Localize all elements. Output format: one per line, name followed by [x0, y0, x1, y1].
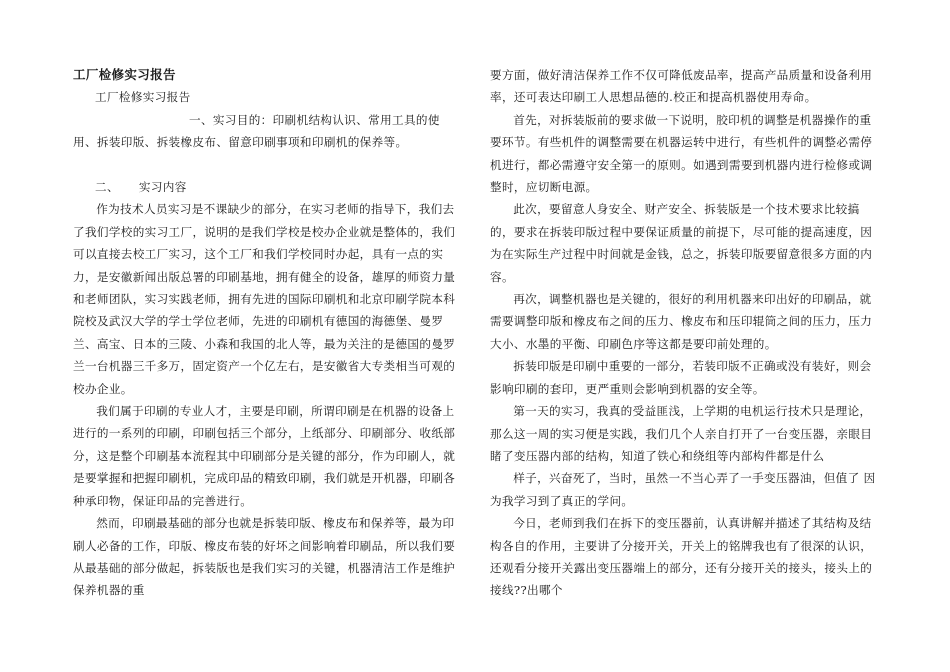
section-label: 实习内容	[138, 180, 187, 194]
paragraph: 我们属于印刷的专业人才，主要是印刷，所谓印刷是在机器的设备上进行的一系列的印刷，印刷包括三个部分，上纸部分、印刷部分、收纸部分，这是整个印刷基本流程其中印刷部分是关键的部分，作为印刷人，就是要掌握和把握印刷机，完成印品的精致印刷，我们就是开机器，印刷各种承印物，保证印品的完善进行。	[73, 404, 456, 508]
left-column	[73, 64, 459, 602]
paragraph: 然而，印刷最基础的部分也就是拆装印版、橡皮布和保养等，最为印刷人必备的工作，印版、橡皮布装的好坏之间影响着印刷品，所以我们要从最基础的部分做起，拆装版也是我们实习的关键，机器清洁工作是维护保养机器的重	[73, 516, 456, 598]
right-column	[490, 64, 876, 602]
blank-line	[73, 154, 459, 176]
section-heading-content	[73, 176, 459, 198]
paragraph: 样子，兴奋死了，当时，虽然一不当心弄了一手变压器油，但值了 因为我学习到了真正的学问。	[490, 471, 876, 508]
section-number: 二、	[95, 180, 119, 194]
section-purpose: 一、实习目的：印刷机结构认识、常用工具的使用、拆装印版、拆装橡皮布、留意印刷事项和印刷机的保养等。	[73, 112, 440, 150]
paragraph: 首先，对拆装版前的要求做一下说明，胶印机的调整是机器操作的重要环节。有些机件的调整需要在机器运转中进行，有些机件的调整必需停机进行，都必需遵守安全第一的原则。如遇到需要到机器内进行检修或调整时，应切断电源。	[490, 112, 873, 195]
document-subtitle: 工厂检修实习报告	[95, 90, 191, 105]
paragraph: 第一天的实习，我真的受益匪浅，上学期的电机运行技术只是理论，那么这一周的实习便是实践，我们几个人亲自打开了一台变压器，亲眼目睹了变压器内部的结构，知道了铁心和绕组等内部构件都是什么	[490, 404, 873, 463]
paragraph-continued: 要方面，做好清洁保养工作不仅可降低废品率，提高产品质量和设备利用率，还可表达印刷工人思想品德的.校正和提高机器使用寿命。	[490, 68, 873, 105]
paragraph: 拆装印版是印刷中重要的一部分，若装印版不正确或没有装好，则会影响印刷的套印，更严重则会影响到机器的安全等。	[490, 359, 872, 396]
document-title: 工厂检修实习报告	[73, 67, 176, 82]
paragraph: 此次，要留意人身安全、财产安全、拆装版是一个技术要求比较搞的，要求在拆装印版过程中要保证质量的前提下，尽可能的提高速度，因为在实际生产过程中时间就是金钱，总之，拆装印版要留意很多方面的内容。	[490, 202, 873, 284]
paragraph: 再次，调整机器也是关键的，很好的利用机器来印出好的印刷品，就需要调整印版和橡皮布之间的压力、橡皮布和压印辊筒之间的压力，压力大小、水墨的平衡、印刷色序等这都是要印前处理的。	[490, 292, 873, 351]
paragraph: 作为技术人员实习是不课缺少的部分，在实习老师的指导下，我们去了我们学校的实习工厂，说明的是我们学校是校办企业就是整体的，我们可以直接去校工厂实习，这个工厂和我们学校同时办起，具有一点的实力，是安徽新闻出版总署的印刷基地，拥有健全的设备，雄厚的师资力量和老师团队，实习实践老师，拥有先进的国际印刷机和北京印刷学院本科院校及武汉大学的学士学位老师，先进的印刷机有德国的海德堡、曼罗兰、高宝、日本的三陵、小森和我国的北人等，最为关注的是德国的曼罗兰一台机器三千多万，固定资产一个亿左右，是安徽省大专类相当可观的校办企业。	[73, 202, 456, 396]
paragraph: 今日，老师到我们在拆下的变压器前，认真讲解并描述了其结构及结构各自的作用，主要讲了分接开关，开关上的铭牌我也有了很深的认识，还观看分接开关露出变压器端上的部分，还有分接开关的接头，接头上的接线??出哪个	[490, 516, 873, 598]
